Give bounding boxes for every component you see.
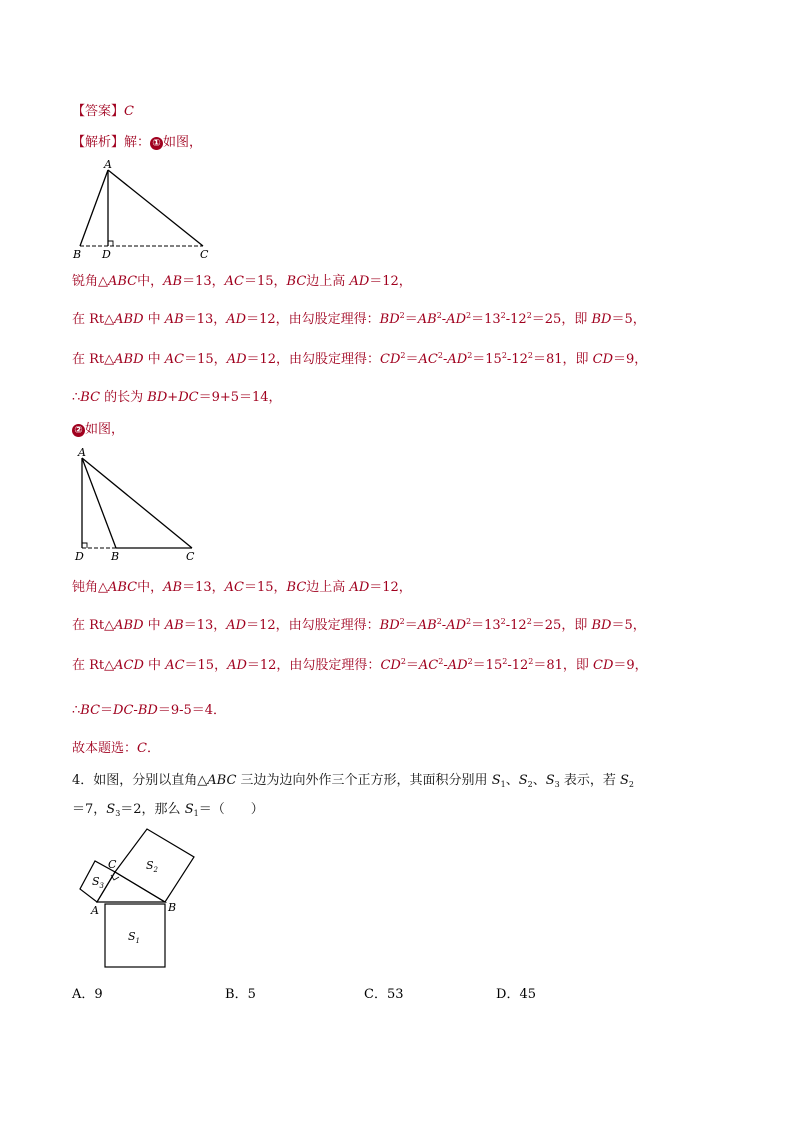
text: 锐角△ <box>72 274 108 289</box>
subscript: 3 <box>115 809 121 818</box>
option-value: 53 <box>386 987 404 1002</box>
right-angle-mark <box>82 543 87 548</box>
var: ABC <box>108 274 138 289</box>
analysis-figure-text: 如图， <box>163 135 203 150</box>
text: ＝12，由勾股定理得： <box>246 312 380 327</box>
var: AD <box>227 658 247 673</box>
label-c: C <box>186 550 195 563</box>
label-d: D <box>102 248 111 261</box>
figure-acute-triangle <box>70 158 220 262</box>
text: ＝5， <box>611 618 646 633</box>
s-letter: S <box>128 930 136 943</box>
text: 中 <box>143 618 165 633</box>
text: 中 <box>143 658 166 673</box>
var: S <box>491 773 501 788</box>
label-a: A <box>78 446 86 459</box>
var: AC <box>165 658 185 673</box>
question-line2 <box>72 801 264 819</box>
segment-ac <box>108 170 203 246</box>
case1-line2 <box>72 311 646 329</box>
var: BC <box>286 580 307 595</box>
text: 边上高 <box>306 274 350 289</box>
var: DC <box>178 390 199 405</box>
text: -12 <box>507 658 529 673</box>
subscript: 1 <box>193 809 199 818</box>
case2-line1 <box>72 579 412 597</box>
var: AC <box>224 580 244 595</box>
label-s3 <box>92 875 105 890</box>
case2-line2 <box>72 617 646 635</box>
option-letter: C <box>364 987 374 1002</box>
text: ＝15， <box>244 580 287 595</box>
exponent: 2 <box>526 617 532 626</box>
text: ＝15， <box>244 274 287 289</box>
text: ＝15 <box>472 352 502 367</box>
text: ＝12，由勾股定理得： <box>246 618 380 633</box>
var: ABD <box>114 312 144 327</box>
text: - <box>442 352 448 367</box>
answer-label: 【答案】 <box>72 104 125 119</box>
var: BD <box>379 312 400 327</box>
var: AD <box>446 312 467 327</box>
text: 、 <box>532 773 546 788</box>
var: S <box>619 773 629 788</box>
text: ． <box>146 741 160 756</box>
text: ＝81，即 <box>533 658 594 673</box>
text: 边上高 <box>306 580 350 595</box>
option-sep: ． <box>373 987 387 1002</box>
var: AD <box>226 312 247 327</box>
exponent: 2 <box>400 657 406 666</box>
label-c: C <box>200 248 209 261</box>
text: ＝ <box>404 618 418 633</box>
option-c[interactable] <box>364 983 404 1002</box>
answer-value: C <box>124 104 134 119</box>
text: ＝12，由勾股定理得： <box>246 658 381 673</box>
label-s1 <box>128 930 140 945</box>
var: S <box>518 773 528 788</box>
option-value: 9 <box>94 987 103 1002</box>
var: AC <box>418 658 439 673</box>
var: BD <box>147 390 168 405</box>
text: 在 Rt△ <box>72 658 115 673</box>
var: BD <box>591 618 612 633</box>
text: ＝13， <box>183 312 227 327</box>
text: ＝12， <box>369 274 412 289</box>
text: 在 Rt△ <box>72 352 115 367</box>
label-s2 <box>146 859 159 874</box>
case-number-2: ② <box>72 424 85 437</box>
text: ＝（ ） <box>198 802 264 817</box>
text: ＝15， <box>184 658 228 673</box>
s-index: 2 <box>153 866 159 874</box>
text: 中， <box>137 274 164 289</box>
case2-line4 <box>72 702 226 720</box>
var: AB <box>163 580 183 595</box>
var: AD <box>349 274 370 289</box>
var: AD <box>349 580 370 595</box>
option-sep: ． <box>234 987 248 1002</box>
text: - <box>133 703 138 718</box>
subscript: 2 <box>527 780 533 789</box>
text: ＝13 <box>471 618 501 633</box>
option-letter: D <box>496 987 507 1002</box>
exponent: 2 <box>436 617 442 626</box>
text: ＝5， <box>611 312 646 327</box>
text: - <box>441 312 447 327</box>
exponent: 2 <box>501 351 507 360</box>
var: S <box>184 802 194 817</box>
text: ＝7， <box>72 802 107 817</box>
exponent: 2 <box>526 311 532 320</box>
exponent: 2 <box>500 617 506 626</box>
s-letter: S <box>146 859 154 872</box>
var: ABC <box>207 773 237 788</box>
text: 中 <box>143 352 165 367</box>
var: S <box>545 773 555 788</box>
figure-obtuse-triangle <box>70 444 210 566</box>
text: ＝9， <box>613 352 648 367</box>
case2-figure-text: 如图， <box>85 422 125 437</box>
text: 三边为边向外作三个正方形，其面积分别用 <box>236 773 492 788</box>
label-b: B <box>111 550 120 563</box>
var: CD <box>380 352 401 367</box>
analysis-label: 【解析】 <box>72 135 125 150</box>
label-c: C <box>108 858 117 871</box>
var: BC <box>80 390 101 405</box>
text: ＝81，即 <box>532 352 593 367</box>
subscript: 1 <box>500 780 506 789</box>
var: DC <box>113 703 134 718</box>
var: S <box>106 802 116 817</box>
label-b: B <box>73 248 82 261</box>
subscript: 2 <box>628 780 634 789</box>
segment-ab <box>80 170 108 246</box>
text: ∴ <box>72 703 81 718</box>
text: - <box>443 658 448 673</box>
text: ＝9， <box>613 658 648 673</box>
analysis-line <box>72 134 202 152</box>
text: 的长为 <box>100 390 148 405</box>
label-a: A <box>104 158 112 171</box>
text: 故本题选： <box>72 741 138 756</box>
var: CD <box>380 658 401 673</box>
option-a[interactable] <box>72 983 103 1002</box>
text: ＝25，即 <box>531 618 592 633</box>
s-index: 1 <box>135 937 141 945</box>
exponent: 2 <box>400 351 406 360</box>
text: ＝13 <box>471 312 501 327</box>
var: AC <box>224 274 244 289</box>
var: ABC <box>108 580 138 595</box>
option-letter: A <box>72 987 82 1002</box>
var: BC <box>286 274 307 289</box>
label-d: D <box>75 550 84 563</box>
text: 4．如图，分别以直角△ <box>72 773 208 788</box>
option-sep: ． <box>81 987 95 1002</box>
var: CD <box>593 658 614 673</box>
text: ＝ <box>100 703 114 718</box>
text: 中 <box>143 312 165 327</box>
analysis-lead: 解： <box>124 135 151 150</box>
right-angle-mark <box>108 241 113 246</box>
answer-line <box>72 103 134 121</box>
case-number-1: ① <box>150 137 163 150</box>
text: ＝ <box>404 312 418 327</box>
var: AD <box>447 658 468 673</box>
var: AD <box>446 618 467 633</box>
question-line1 <box>72 772 634 790</box>
exponent: 2 <box>399 311 405 320</box>
text: ＝13， <box>182 580 225 595</box>
text: 在 Rt△ <box>72 618 115 633</box>
case2-heading <box>72 421 124 439</box>
option-sep: ． <box>506 987 520 1002</box>
case1-line3 <box>72 351 647 369</box>
var: AB <box>164 618 184 633</box>
option-value: 45 <box>519 987 536 1002</box>
option-letter: B <box>225 987 235 1002</box>
text: + <box>167 390 179 405</box>
text: ＝15 <box>472 658 503 673</box>
text: -12 <box>505 312 527 327</box>
right-triangle <box>97 872 165 902</box>
var: AB <box>164 312 184 327</box>
var: ABD <box>114 618 144 633</box>
text: ＝ <box>405 658 419 673</box>
s-index: 3 <box>99 882 105 890</box>
var: AC <box>418 352 438 367</box>
exponent: 2 <box>438 657 444 666</box>
text: -12 <box>506 352 528 367</box>
text: ＝12， <box>369 580 412 595</box>
text: ＝2，那么 <box>120 802 185 817</box>
exponent: 2 <box>467 351 473 360</box>
var: ACD <box>114 658 144 673</box>
case1-line1 <box>72 273 412 291</box>
var: BD <box>379 618 400 633</box>
exponent: 2 <box>436 311 442 320</box>
exponent: 2 <box>528 657 534 666</box>
var: AB <box>417 618 437 633</box>
option-d[interactable] <box>496 983 536 1002</box>
var: AD <box>226 618 247 633</box>
var: AD <box>226 352 247 367</box>
text: 中， <box>137 580 164 595</box>
exponent: 2 <box>466 311 472 320</box>
var: AD <box>447 352 468 367</box>
text: ＝9-5＝4． <box>157 703 227 718</box>
var: BD <box>591 312 612 327</box>
var: CD <box>592 352 614 367</box>
exponent: 2 <box>466 617 472 626</box>
var: AB <box>163 274 183 289</box>
label-a: A <box>91 904 99 917</box>
var: C <box>137 741 147 756</box>
text: 钝角△ <box>72 580 108 595</box>
text: ＝13， <box>182 274 225 289</box>
subscript: 3 <box>554 780 560 789</box>
exponent: 2 <box>502 657 508 666</box>
text: ＝ <box>405 352 419 367</box>
exponent: 2 <box>399 617 405 626</box>
var: BD <box>137 703 158 718</box>
text: ＝13， <box>183 618 227 633</box>
text: ＝12，由勾股定理得： <box>246 352 381 367</box>
var: AB <box>417 312 437 327</box>
text: ∴ <box>72 390 81 405</box>
text: ＝15， <box>184 352 227 367</box>
option-value: 5 <box>247 987 256 1002</box>
exponent: 2 <box>437 351 443 360</box>
text: 在 Rt△ <box>72 312 115 327</box>
var: ABD <box>114 352 144 367</box>
var: BC <box>80 703 101 718</box>
exponent: 2 <box>527 351 533 360</box>
text: - <box>441 618 447 633</box>
figure-pythagorean-squares <box>70 824 210 974</box>
text: ＝9+5＝14， <box>198 390 282 405</box>
case2-line3 <box>72 657 648 675</box>
option-b[interactable] <box>225 983 256 1002</box>
exponent: 2 <box>500 311 506 320</box>
text: ＝25，即 <box>531 312 592 327</box>
text: 表示，若 <box>559 773 620 788</box>
text: -12 <box>505 618 527 633</box>
text: 、 <box>505 773 519 788</box>
case1-line4 <box>72 389 282 407</box>
conclusion-line <box>72 740 160 758</box>
s-letter: S <box>92 875 100 888</box>
label-b: B <box>168 901 177 914</box>
exponent: 2 <box>467 657 473 666</box>
var: AC <box>164 352 185 367</box>
